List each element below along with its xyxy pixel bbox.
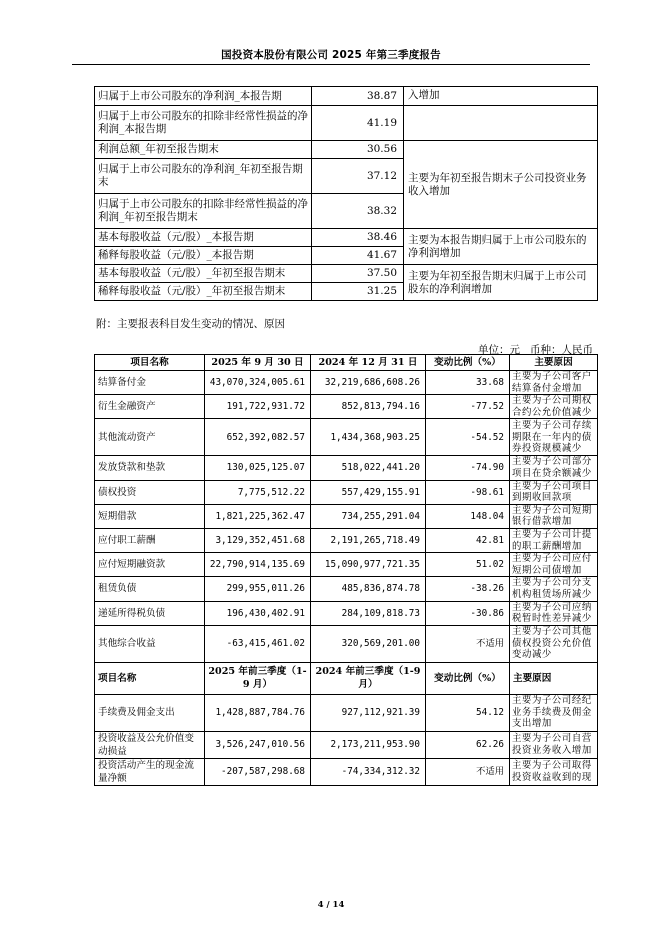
table-row [95, 504, 598, 528]
table-row [95, 731, 598, 758]
row-name: 稀释每股收益（元/股）_年初至报告期末 [95, 283, 312, 301]
table-row [95, 87, 598, 106]
row-main-reason: 主要为子公司取得投资收益收到的现 [510, 758, 598, 785]
row-prior-value: 557,429,155.91 [311, 480, 426, 504]
col-header-current: 2025 年前三季度（1-9 月） [205, 662, 311, 694]
row-current-value: 299,955,011.26 [205, 577, 311, 601]
row-change-pct: 51.02 [426, 553, 510, 577]
table-row [95, 601, 598, 625]
col-header-name: 项目名称 [95, 662, 205, 694]
row-main-reason: 主要为子公司计提的职工薪酬增加 [510, 528, 598, 552]
row-value: 41.67 [312, 247, 404, 265]
row-main-reason: 主要为子公司部分项目在贷余额减少 [510, 456, 598, 480]
row-change-pct: 148.04 [426, 504, 510, 528]
row-prior-value: 320,569,201.00 [311, 625, 426, 662]
row-current-value: -63,415,461.02 [205, 625, 311, 662]
row-item-name: 租赁负债 [95, 577, 205, 601]
row-reason: 主要为年初至报告期末子公司投资业务收入增加 [404, 141, 598, 229]
row-main-reason: 主要为子公司自营投资业务收入增加 [510, 731, 598, 758]
row-change-pct: -54.52 [426, 419, 510, 456]
row-change-pct: 33.68 [426, 371, 510, 395]
row-reason: 主要为本报告期归属于上市公司股东的净利润增加 [404, 229, 598, 265]
row-item-name: 应付职工薪酬 [95, 528, 205, 552]
row-current-value: 3,129,352,451.68 [205, 528, 311, 552]
row-value: 30.56 [312, 141, 404, 159]
row-change-pct: -38.26 [426, 577, 510, 601]
table-row [95, 371, 598, 395]
row-current-value: 43,070,324,005.61 [205, 371, 311, 395]
row-prior-value: 485,836,874.78 [311, 577, 426, 601]
row-current-value: -207,587,298.68 [205, 758, 311, 785]
row-prior-value: 927,112,921.39 [311, 694, 426, 731]
col-header-name: 项目名称 [95, 355, 205, 371]
row-change-pct: 不适用 [426, 758, 510, 785]
row-name: 基本每股收益（元/股）_本报告期 [95, 229, 312, 247]
row-value: 38.32 [312, 194, 404, 229]
row-item-name: 应付短期融资款 [95, 553, 205, 577]
row-prior-value: 2,191,265,718.49 [311, 528, 426, 552]
table-row [95, 694, 598, 731]
row-value: 37.50 [312, 265, 404, 283]
row-item-name: 结算备付金 [95, 371, 205, 395]
row-current-value: 196,430,402.91 [205, 601, 311, 625]
col-header-reason: 主要原因 [510, 662, 598, 694]
row-main-reason: 主要为子公司短期银行借款增加 [510, 504, 598, 528]
row-item-name: 手续费及佣金支出 [95, 694, 205, 731]
row-item-name: 递延所得税负债 [95, 601, 205, 625]
row-name: 稀释每股收益（元/股）_本报告期 [95, 247, 312, 265]
row-item-name: 债权投资 [95, 480, 205, 504]
row-change-pct: 54.12 [426, 694, 510, 731]
table-row [95, 106, 598, 141]
row-prior-value: 852,813,794.16 [311, 395, 426, 419]
row-name: 归属于上市公司股东的扣除非经常性损益的净利润_年初至报告期末 [95, 194, 312, 229]
row-current-value: 130,025,125.07 [205, 456, 311, 480]
col-header-current: 2025 年 9 月 30 日 [205, 355, 311, 371]
unit-currency-line: 单位：元 币种：人民币 [478, 344, 594, 356]
row-prior-value: 15,090,977,721.35 [311, 553, 426, 577]
row-prior-value: 734,255,291.04 [311, 504, 426, 528]
row-main-reason: 主要为子公司经纪业务手续费及佣金支出增加 [510, 694, 598, 731]
col-header-reason: 主要原因 [510, 355, 598, 371]
page-header-title: 国投资本股份有限公司 2025 年第三季度报告 [221, 49, 441, 61]
row-change-pct: -77.52 [426, 395, 510, 419]
row-prior-value: 284,109,818.73 [311, 601, 426, 625]
table-row [95, 758, 598, 785]
row-reason: 入增加 [404, 87, 598, 106]
row-name: 基本每股收益（元/股）_年初至报告期末 [95, 265, 312, 283]
row-main-reason: 主要为子公司分支机构租赁场所减少 [510, 577, 598, 601]
row-value: 37.12 [312, 159, 404, 194]
row-prior-value: 32,219,686,608.26 [311, 371, 426, 395]
table-row [95, 265, 598, 283]
statement-items-table [94, 354, 598, 786]
table-row [95, 553, 598, 577]
row-value: 31.25 [312, 283, 404, 301]
table-row [95, 625, 598, 662]
row-change-pct: 42.81 [426, 528, 510, 552]
col-header-prior: 2024 年前三季度（1-9 月） [311, 662, 426, 694]
row-change-pct: -30.86 [426, 601, 510, 625]
row-current-value: 1,821,225,362.47 [205, 504, 311, 528]
row-main-reason: 主要为子公司应纳税暂时性差异减少 [510, 601, 598, 625]
row-name: 归属于上市公司股东的净利润_本报告期 [95, 87, 312, 106]
table-row [95, 480, 598, 504]
row-item-name: 投资活动产生的现金流量净额 [95, 758, 205, 785]
row-current-value: 22,790,914,135.69 [205, 553, 311, 577]
row-prior-value: 518,022,441.20 [311, 456, 426, 480]
row-current-value: 191,722,931.72 [205, 395, 311, 419]
row-change-pct: -98.61 [426, 480, 510, 504]
row-current-value: 7,775,512.22 [205, 480, 311, 504]
row-change-pct: -74.90 [426, 456, 510, 480]
row-reason: 主要为年初至报告期末归属于上市公司股东的净利润增加 [404, 265, 598, 301]
table-header-row [95, 355, 598, 371]
row-main-reason: 主要为子公司其他债权投资公允价值变动减少 [510, 625, 598, 662]
row-item-name: 其他综合收益 [95, 625, 205, 662]
row-current-value: 3,526,247,010.56 [205, 731, 311, 758]
col-header-prior: 2024 年 12 月 31 日 [311, 355, 426, 371]
row-value: 38.46 [312, 229, 404, 247]
row-main-reason: 主要为子公司存续期限在一年内的债券投资规模减少 [510, 419, 598, 456]
row-prior-value: 2,173,211,953.90 [311, 731, 426, 758]
table-row [95, 419, 598, 456]
row-change-pct: 不适用 [426, 625, 510, 662]
row-value: 41.19 [312, 106, 404, 141]
table-row [95, 577, 598, 601]
table-row [95, 141, 598, 159]
row-item-name: 投资收益及公允价值变动损益 [95, 731, 205, 758]
row-value: 38.87 [312, 87, 404, 106]
row-reason-blank [404, 106, 598, 141]
indicator-change-table [94, 86, 598, 301]
table-row [95, 456, 598, 480]
row-current-value: 652,392,082.57 [205, 419, 311, 456]
row-item-name: 其他流动资产 [95, 419, 205, 456]
col-header-pct: 变动比例（%） [426, 662, 510, 694]
row-prior-value: -74,334,312.32 [311, 758, 426, 785]
row-main-reason: 主要为子公司期权合约公允价值减少 [510, 395, 598, 419]
row-item-name: 衍生金融资产 [95, 395, 205, 419]
row-item-name: 发放贷款和垫款 [95, 456, 205, 480]
table-row [95, 229, 598, 247]
row-name: 归属于上市公司股东的扣除非经常性损益的净利润_本报告期 [95, 106, 312, 141]
table-row [95, 395, 598, 419]
header-divider [72, 64, 590, 65]
row-prior-value: 1,434,368,903.25 [311, 419, 426, 456]
row-main-reason: 主要为子公司项目到期收回款项 [510, 480, 598, 504]
table-row [95, 528, 598, 552]
row-main-reason: 主要为子公司应付短期公司债增加 [510, 553, 598, 577]
appendix-note: 附：主要报表科目发生变动的情况、原因 [96, 318, 285, 330]
col-header-pct: 变动比例（%） [426, 355, 510, 371]
row-current-value: 1,428,887,784.76 [205, 694, 311, 731]
row-item-name: 短期借款 [95, 504, 205, 528]
row-name: 归属于上市公司股东的净利润_年初至报告期末 [95, 159, 312, 194]
row-change-pct: 62.26 [426, 731, 510, 758]
page-number: 4 / 14 [317, 900, 345, 910]
table-subheader-row [95, 662, 598, 694]
row-main-reason: 主要为子公司客户结算备付金增加 [510, 371, 598, 395]
row-name: 利润总额_年初至报告期末 [95, 141, 312, 159]
